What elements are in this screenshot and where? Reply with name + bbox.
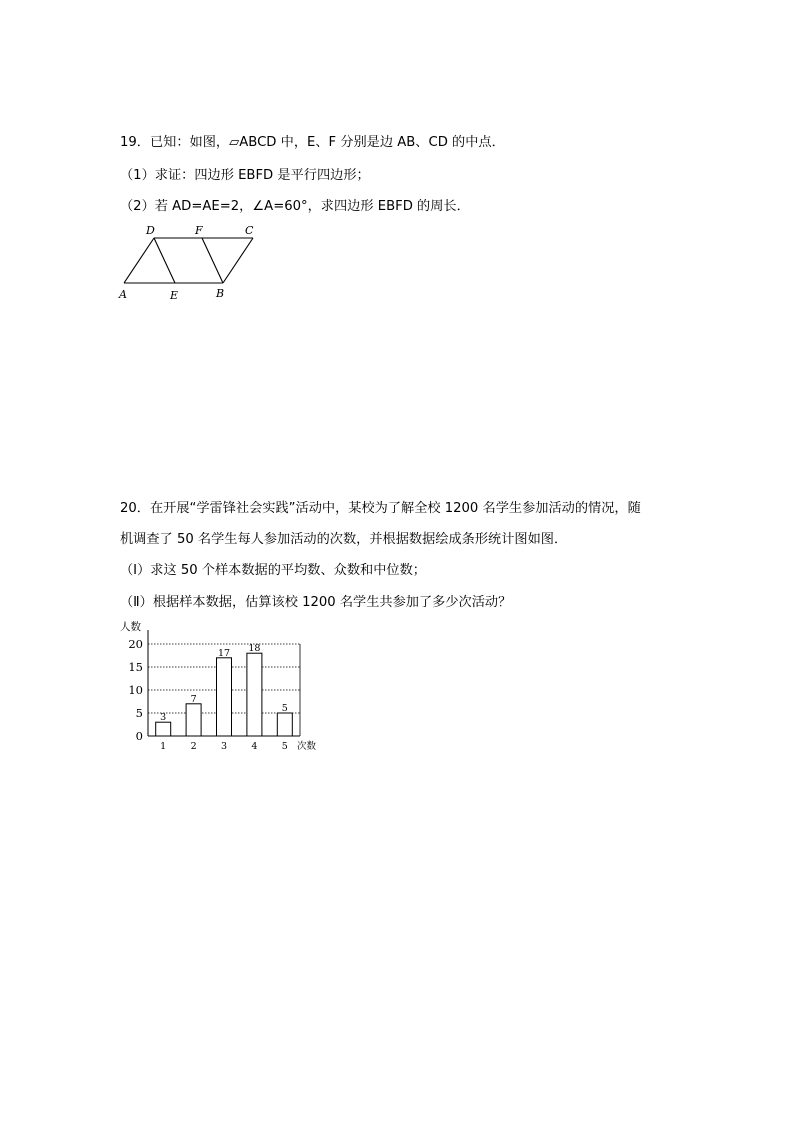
bar-5 — [277, 713, 292, 736]
y-tick-label: 10 — [128, 683, 143, 697]
y-tick-label: 20 — [128, 637, 143, 651]
bar-value-label: 5 — [281, 703, 288, 714]
q20-line2: 机调查了 50 名学生每人参加活动的次数，并根据数据绘成条形统计图如图． — [120, 532, 568, 547]
label-e: E — [170, 289, 179, 302]
x-tick-label: 5 — [281, 741, 288, 752]
segment-fb — [202, 238, 223, 283]
x-tick-label: 4 — [251, 741, 258, 752]
q20-part1: （Ⅰ）求这 50 个样本数据的平均数、众数和中位数； — [120, 563, 426, 578]
label-a: A — [119, 288, 127, 301]
parallelogram-figure — [115, 222, 260, 304]
bar-2 — [186, 704, 201, 736]
x-axis-label: 次数 — [297, 741, 317, 752]
q20-part2: （Ⅱ）根据样本数据，估算该校 1200 名学生共参加了多少次活动？ — [120, 595, 512, 610]
label-f: F — [195, 224, 203, 237]
x-tick-label: 1 — [160, 741, 167, 752]
label-d: D — [146, 224, 155, 237]
y-tick-label: 15 — [128, 660, 143, 674]
segment-de — [154, 238, 175, 283]
bar-4 — [247, 653, 262, 736]
bar-value-label: 17 — [217, 647, 231, 659]
x-tick-label: 2 — [190, 741, 197, 752]
q19-part2: （2）若 AD=AE=2，∠A=60°，求四边形 EBFD 的周长． — [120, 199, 470, 214]
bar-value-label: 18 — [248, 643, 261, 655]
bar-chart — [115, 618, 330, 760]
side-ad — [124, 238, 154, 283]
bar-1 — [156, 722, 171, 736]
bar-value-label: 7 — [190, 693, 197, 705]
y-axis-label: 人数 — [120, 621, 141, 633]
bar-value-label: 3 — [160, 712, 167, 724]
y-tick-label: 0 — [135, 729, 143, 743]
y-tick-label: 5 — [135, 706, 143, 720]
q20-line1: 20．在开展“学雷锋社会实践”活动中，某校为了解全校 1200 名学生参加活动的情况，随 — [120, 501, 641, 516]
side-bc — [223, 238, 253, 283]
label-b: B — [216, 287, 225, 300]
x-tick-label: 3 — [220, 741, 228, 752]
label-c: C — [245, 224, 254, 237]
q19-title: 19．已知：如图，▱ABCD 中，E、F 分别是边 AB、CD 的中点． — [120, 135, 505, 150]
bar-3 — [217, 658, 232, 736]
q19-part1: （1）求证：四边形 EBFD 是平行四边形； — [120, 168, 370, 183]
